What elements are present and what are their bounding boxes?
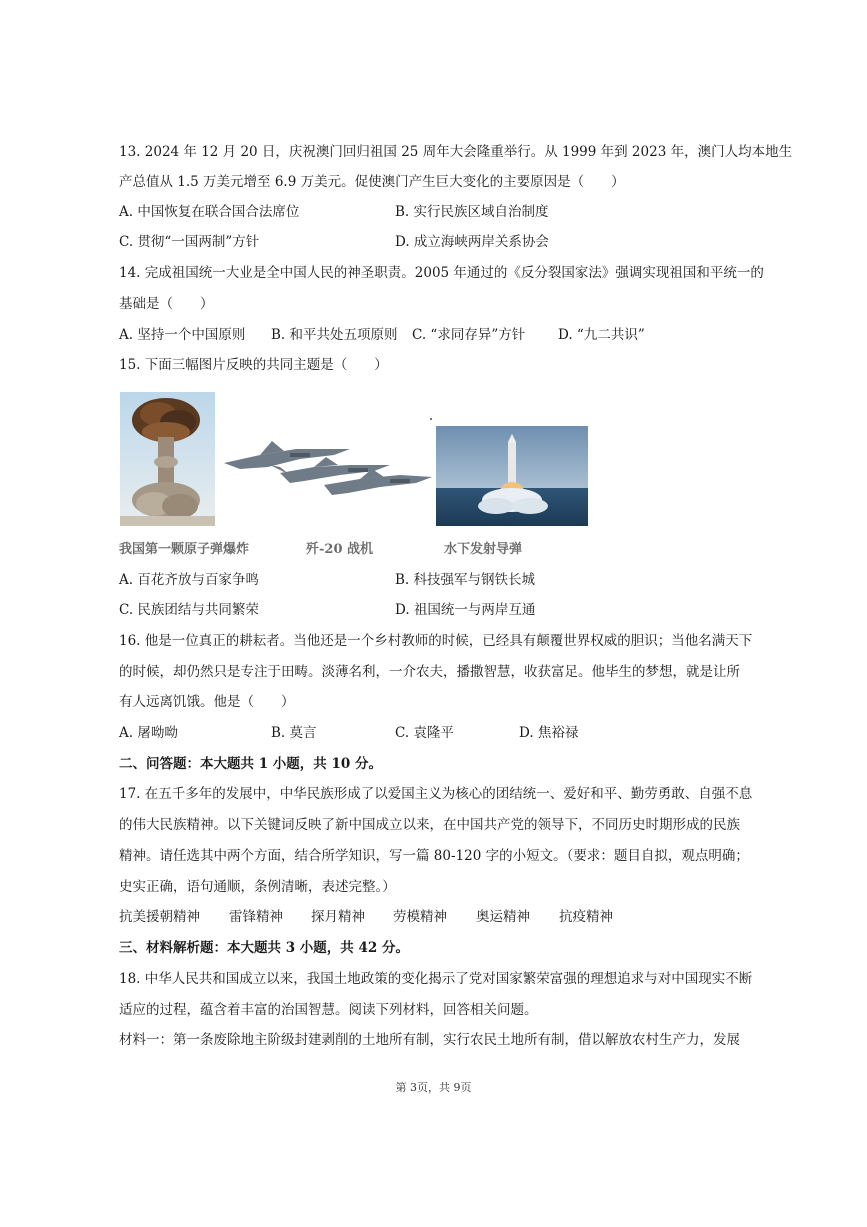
q18-stem-line1: 18. 中华人民共和国成立以来，我国土地政策的变化揭示了党对国家繁荣富强的理想追求与对中国现实不断	[119, 971, 753, 987]
q16-option-a: A. 屠呦呦	[119, 725, 178, 741]
q15-option-c: C. 民族团结与共同繁荣	[119, 602, 259, 618]
q17-keyword: 抗疫精神	[559, 909, 613, 925]
q15-stem: 15. 下面三幅图片反映的共同主题是（ ）	[119, 357, 388, 373]
caption-missile: 水下发射导弹	[444, 542, 523, 557]
q16-option-d: D. 焦裕禄	[519, 725, 579, 741]
q16-option-c: C. 袁隆平	[395, 725, 454, 741]
q14-option-b: B. 和平共处五项原则	[271, 327, 398, 343]
q18-stem-line2: 适应的过程，蕴含着丰富的治国智慧。阅读下列材料，回答相关问题。	[119, 1002, 538, 1018]
q14-option-d: D. “九二共识”	[558, 327, 645, 343]
caption-atomic-bomb: 我国第一颗原子弹爆炸	[119, 542, 250, 557]
q14-option-c: C. “求同存异”方针	[412, 327, 526, 343]
q13-option-d: D. 成立海峡两岸关系协会	[395, 234, 549, 250]
q13-stem-line1: 13. 2024 年 12 月 20 日，庆祝澳门回归祖国 25 周年大会隆重举行。从 1999 年到 2023 年，澳门人均本地生	[119, 144, 793, 160]
j20-fighters-image	[220, 435, 432, 507]
q15-option-b: B. 科技强军与钢铁长城	[395, 572, 536, 588]
q17-stem-line2: 的伟大民族精神。以下关键词反映了新中国成立以来，在中国共产党的领导下，不同历史时期形成的民族	[119, 817, 740, 833]
q17-keyword: 奥运精神	[476, 909, 530, 925]
page-footer: 第 3页，共 9页	[395, 1081, 472, 1094]
q17-keyword: 探月精神	[311, 909, 365, 925]
q13-option-b: B. 实行民族区域自治制度	[395, 204, 549, 220]
q15-option-a: A. 百花齐放与百家争鸣	[119, 572, 259, 588]
section3-heading: 三、材料解析题：本大题共 3 小题，共 42 分。	[119, 940, 409, 956]
q18-material1: 材料一：第一条废除地主阶级封建剥削的土地所有制，实行农民土地所有制，借以解放农村生产力，发展	[119, 1032, 740, 1048]
q17-stem-line3: 精神。请任选其中两个方面，结合所学知识，写一篇 80-120 字的小短文。（要求：题目自拟，观点明确；	[119, 848, 749, 864]
missile-launch-image	[436, 426, 588, 526]
section2-heading: 二、问答题：本大题共 1 小题，共 10 分。	[119, 756, 382, 772]
q15-option-d: D. 祖国统一与两岸互通	[395, 602, 536, 618]
q16-stem-line1: 16. 他是一位真正的耕耘者。当他还是一个乡村教师的时候，已经具有颠覆世界权威的胆识；当他名满天下	[119, 633, 753, 649]
q17-stem-line4: 史实正确，语句通顺，条例清晰，表述完整。）	[119, 879, 396, 895]
q16-stem-line3: 有人远离饥饿。他是（ ）	[119, 694, 295, 710]
q16-option-b: B. 莫言	[271, 725, 317, 741]
q16-stem-line2: 的时候，却仍然只是专注于田畴。淡薄名利，一介农夫，播撒智慧，收获富足。他毕生的梦想，就是让所	[119, 664, 740, 680]
q17-keyword: 抗美援朝精神	[119, 909, 200, 925]
q17-keyword: 雷锋精神	[229, 909, 283, 925]
q13-option-c: C. 贯彻“一国两制”方针	[119, 234, 260, 250]
atomic-bomb-image	[120, 392, 215, 526]
q17-keyword: 劳模精神	[393, 909, 447, 925]
q13-option-a: A. 中国恢复在联合国合法席位	[119, 204, 300, 220]
q14-option-a: A. 坚持一个中国原则	[119, 327, 246, 343]
stray-dot	[430, 418, 432, 420]
q14-stem-line2: 基础是（ ）	[119, 296, 214, 312]
q14-stem-line1: 14. 完成祖国统一大业是全中国人民的神圣职责。2005 年通过的《反分裂国家法》强调实现祖国和平统一的	[119, 265, 764, 281]
q17-stem-line1: 17. 在五千多年的发展中，中华民族形成了以爱国主义为核心的团结统一、爱好和平、勤劳勇敢、自强不息	[119, 786, 753, 802]
q13-stem-line2: 产总值从 1.5 万美元增至 6.9 万美元。促使澳门产生巨大变化的主要原因是（ ）	[119, 174, 625, 190]
caption-j20: 歼-20 战机	[306, 542, 374, 557]
